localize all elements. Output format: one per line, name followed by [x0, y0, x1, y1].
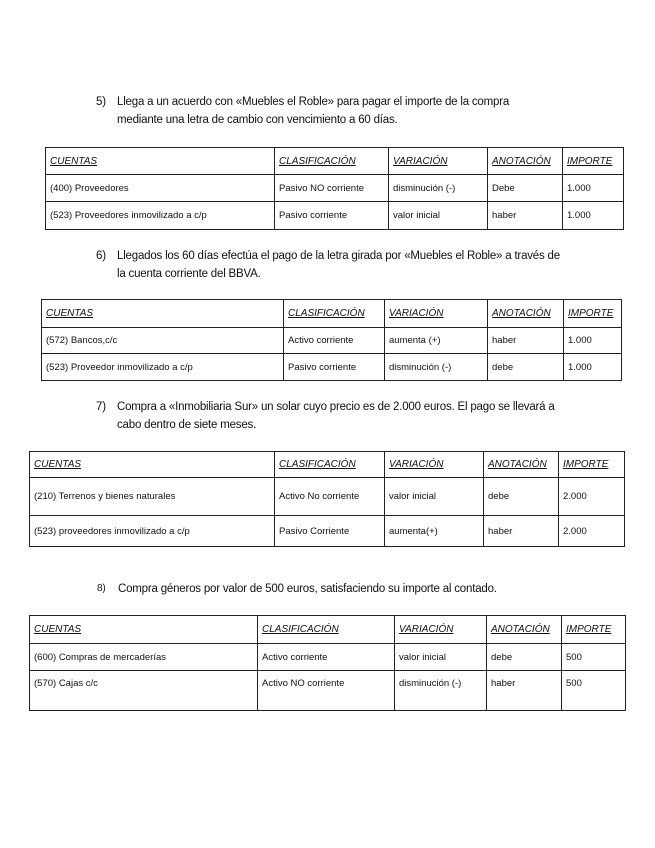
header-variacion: VARIACIÓN: [385, 300, 488, 328]
cell-importe: 500: [562, 644, 626, 671]
table-row: [46, 175, 624, 202]
cell-clasificacion: Pasivo corriente: [284, 354, 385, 381]
cell-anotacion: debe: [488, 354, 564, 381]
cell-cuenta: (523) Proveedor inmovilizado a c/p: [42, 354, 284, 381]
cell-anotacion: debe: [487, 644, 562, 671]
cell-variacion: disminución (-): [385, 354, 488, 381]
cell-clasificacion: Pasivo corriente: [275, 202, 389, 230]
cell-anotacion: haber: [488, 328, 564, 354]
section-8-text: [97, 580, 497, 598]
cell-cuenta: (570) Cajas c/c: [30, 671, 258, 711]
cell-anotacion: haber: [484, 516, 559, 547]
header-anotacion: ANOTACIÓN: [488, 300, 564, 328]
cell-variacion: disminución (-): [389, 175, 488, 202]
table-row: [42, 354, 622, 381]
section-6-text: [96, 247, 560, 283]
table-row: [30, 644, 626, 671]
cell-variacion: disminución (-): [395, 671, 487, 711]
cell-variacion: valor inicial: [385, 478, 484, 516]
header-cuentas: CUENTAS: [30, 616, 258, 644]
cell-cuenta: (400) Proveedores: [46, 175, 275, 202]
cell-variacion: aumenta(+): [385, 516, 484, 547]
section-6-table: [41, 299, 622, 381]
header-variacion: VARIACIÓN: [395, 616, 487, 644]
header-clasificacion: CLASIFICACIÓN: [258, 616, 395, 644]
section-7-text: [96, 398, 555, 434]
section-5-line-1: Llega a un acuerdo con «Muebles el Roble» para pagar el importe de la compra: [117, 96, 510, 108]
cell-importe: 2.000: [559, 478, 625, 516]
cell-importe: 1.000: [563, 202, 624, 230]
table-row: [30, 478, 625, 516]
cell-importe: 1.000: [564, 328, 622, 354]
table-header-row: [42, 300, 622, 328]
section-5-line-2: mediante una letra de cambio con vencimiento a 60 días.: [117, 114, 398, 126]
header-variacion: VARIACIÓN: [389, 148, 488, 175]
cell-clasificacion: Activo corriente: [284, 328, 385, 354]
header-clasificacion: CLASIFICACIÓN: [284, 300, 385, 328]
section-5-number: 5): [96, 96, 106, 108]
cell-clasificacion: Activo corriente: [258, 644, 395, 671]
header-anotacion: ANOTACIÓN: [488, 148, 563, 175]
header-importe: IMPORTE: [559, 452, 625, 478]
cell-variacion: aumenta (+): [385, 328, 488, 354]
table-row: [46, 202, 624, 230]
header-variacion: VARIACIÓN: [385, 452, 484, 478]
cell-importe: 2.000: [559, 516, 625, 547]
header-clasificacion: CLASIFICACIÓN: [275, 452, 385, 478]
section-7-number: 7): [96, 401, 106, 413]
cell-importe: 500: [562, 671, 626, 711]
section-7-line-1: Compra a «Inmobiliaria Sur» un solar cuyo precio es de 2.000 euros. El pago se llevará a: [117, 401, 555, 413]
cell-cuenta: (572) Bancos,c/c: [42, 328, 284, 354]
header-importe: IMPORTE: [562, 616, 626, 644]
cell-anotacion: Debe: [488, 175, 563, 202]
table-row: [42, 328, 622, 354]
header-importe: IMPORTE: [564, 300, 622, 328]
table-header-row: [46, 148, 624, 175]
table-row: [30, 671, 626, 711]
header-cuentas: CUENTAS: [42, 300, 284, 328]
cell-importe: 1.000: [563, 175, 624, 202]
section-5-text: [96, 93, 510, 129]
table-header-row: [30, 452, 625, 478]
table-header-row: [30, 616, 626, 644]
section-5-table: [45, 147, 624, 230]
section-7-table: [29, 451, 625, 547]
cell-anotacion: haber: [488, 202, 563, 230]
cell-importe: 1.000: [564, 354, 622, 381]
cell-anotacion: haber: [487, 671, 562, 711]
cell-variacion: valor inicial: [389, 202, 488, 230]
cell-clasificacion: Pasivo Corriente: [275, 516, 385, 547]
cell-variacion: valor inicial: [395, 644, 487, 671]
header-cuentas: CUENTAS: [46, 148, 275, 175]
table-row: [30, 516, 625, 547]
cell-anotacion: debe: [484, 478, 559, 516]
section-8-line-1: Compra géneros por valor de 500 euros, satisfaciendo su importe al contado.: [118, 583, 497, 595]
section-8-table: [29, 615, 626, 711]
header-anotacion: ANOTACIÓN: [484, 452, 559, 478]
cell-clasificacion: Pasivo NO corriente: [275, 175, 389, 202]
section-8-number: 8): [97, 583, 106, 594]
cell-clasificacion: Activo No corriente: [275, 478, 385, 516]
cell-cuenta: (600) Compras de mercaderías: [30, 644, 258, 671]
header-importe: IMPORTE: [563, 148, 624, 175]
cell-cuenta: (523) proveedores inmovilizado a c/p: [30, 516, 275, 547]
section-7-line-2: cabo dentro de siete meses.: [117, 419, 257, 431]
header-clasificacion: CLASIFICACIÓN: [275, 148, 389, 175]
cell-cuenta: (523) Proveedores inmovilizado a c/p: [46, 202, 275, 230]
section-6-line-1: Llegados los 60 días efectúa el pago de la letra girada por «Muebles el Roble» a través de: [117, 250, 560, 262]
cell-clasificacion: Activo NO corriente: [258, 671, 395, 711]
header-cuentas: CUENTAS: [30, 452, 275, 478]
section-6-line-2: la cuenta corriente del BBVA.: [117, 268, 261, 280]
cell-cuenta: (210) Terrenos y bienes naturales: [30, 478, 275, 516]
header-anotacion: ANOTACIÓN: [487, 616, 562, 644]
section-6-number: 6): [96, 250, 106, 262]
